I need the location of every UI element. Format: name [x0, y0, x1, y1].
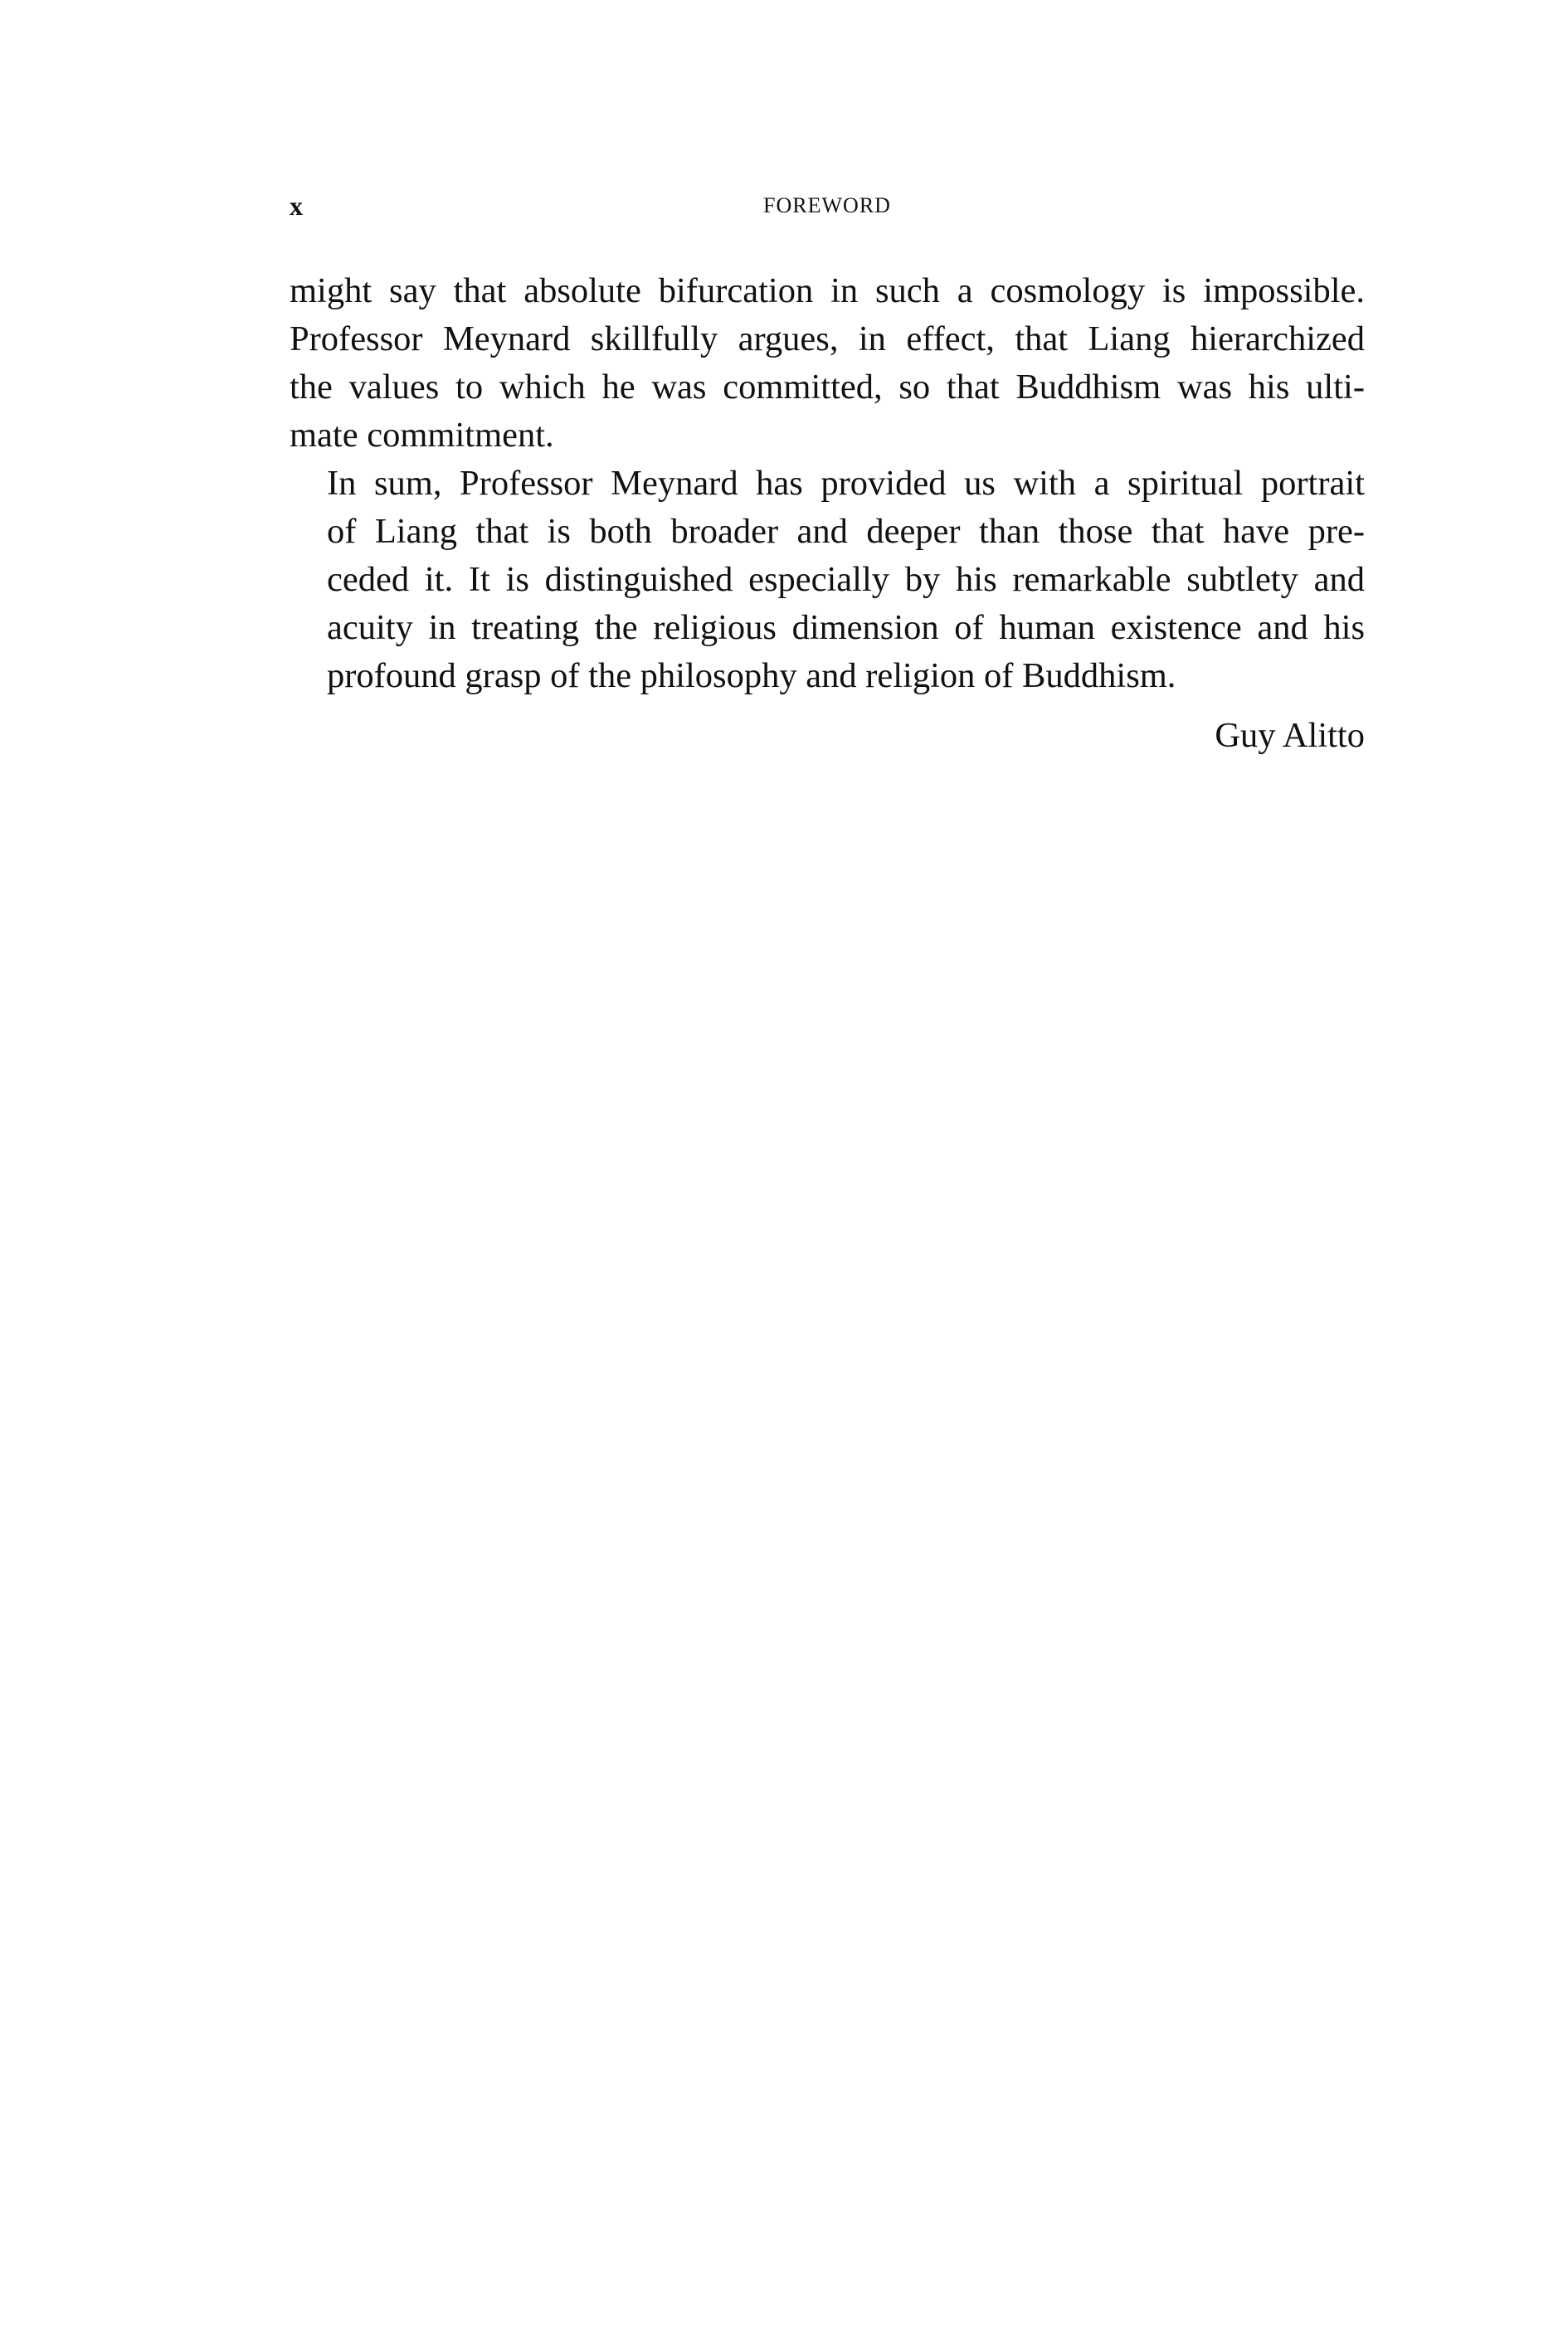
paragraph-2: [290, 460, 1365, 700]
text-line: the values to which he was committed, so that Buddhism was his ulti-: [290, 368, 1365, 407]
text-line: ceded it. It is distinguished especially by his remarkable subtlety and: [327, 560, 1365, 599]
body-text: [290, 267, 1365, 700]
paragraph-1: [290, 267, 1365, 460]
text-line: profound grasp of the philosophy and religion of Buddhism.: [327, 656, 1176, 695]
text-line: mate commitment.: [290, 416, 554, 455]
running-head: [290, 189, 1365, 222]
text-line: might say that absolute bifurcation in such a cosmology is impossible.: [290, 271, 1365, 310]
text-line: of Liang that is both broader and deeper than those that have pre-: [327, 512, 1365, 551]
page-number: x: [290, 191, 303, 221]
text-line: acuity in treating the religious dimension of human existence and his: [327, 608, 1365, 647]
author-signature: Guy Alitto: [1215, 716, 1365, 755]
section-title: FOREWORD: [763, 193, 891, 217]
text-line: Professor Meynard skillfully argues, in effect, that Liang hierarchized: [290, 319, 1365, 358]
text-line: In sum, Professor Meynard has provided us with a spiritual portrait: [327, 464, 1365, 503]
